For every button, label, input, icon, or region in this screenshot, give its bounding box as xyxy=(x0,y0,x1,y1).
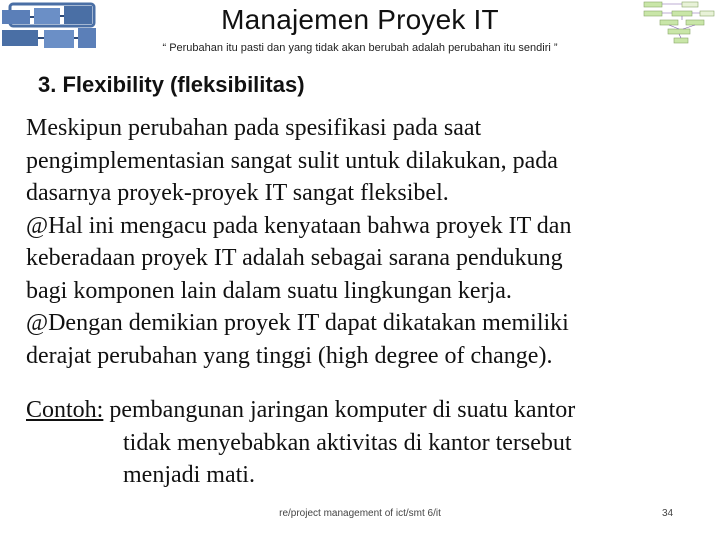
body-line: pengimplementasian sangat sulit untuk dilakukan, pada xyxy=(26,147,558,174)
body-line: dasarnya proyek-proyek IT sangat fleksibel. xyxy=(26,180,449,206)
example-text: pembangunan jaringan komputer di suatu kantor xyxy=(103,397,576,423)
footer-text: re/project management of ict/smt 6/it xyxy=(279,508,441,519)
body-line: @Hal ini mengacu pada kenyataan bahwa proyek IT dan xyxy=(26,212,572,239)
section-heading: 3. Flexibility (fleksibilitas) xyxy=(38,72,305,97)
body-text xyxy=(26,112,706,372)
body-line: @Dengan demikian proyek IT dapat dikatakan memiliki xyxy=(26,310,569,336)
body-line: keberadaan proyek IT adalah sebagai sarana pendukung xyxy=(26,245,563,271)
example-first-line xyxy=(26,394,706,427)
page-number: 34 xyxy=(662,508,674,519)
example-block xyxy=(26,394,706,492)
slide-subtitle: “ Perubahan itu pasti dan yang tidak akan berubah adalah perubahan itu sendiri ” xyxy=(162,42,558,54)
body-line: Meskipun perubahan pada spesifikasi pada saat xyxy=(26,115,482,141)
body-line: derajat perubahan yang tinggi (high degree of change). xyxy=(26,342,553,369)
example-continuation: menjadi mati. xyxy=(123,462,255,488)
body-line: bagi komponen lain dalam suatu lingkungan kerja. xyxy=(26,277,512,304)
example-label: Contoh: xyxy=(26,397,104,423)
slide-title: Manajemen Proyek IT xyxy=(221,4,499,35)
example-continuation: tidak menyebabkan aktivitas di kantor tersebut xyxy=(123,429,572,456)
